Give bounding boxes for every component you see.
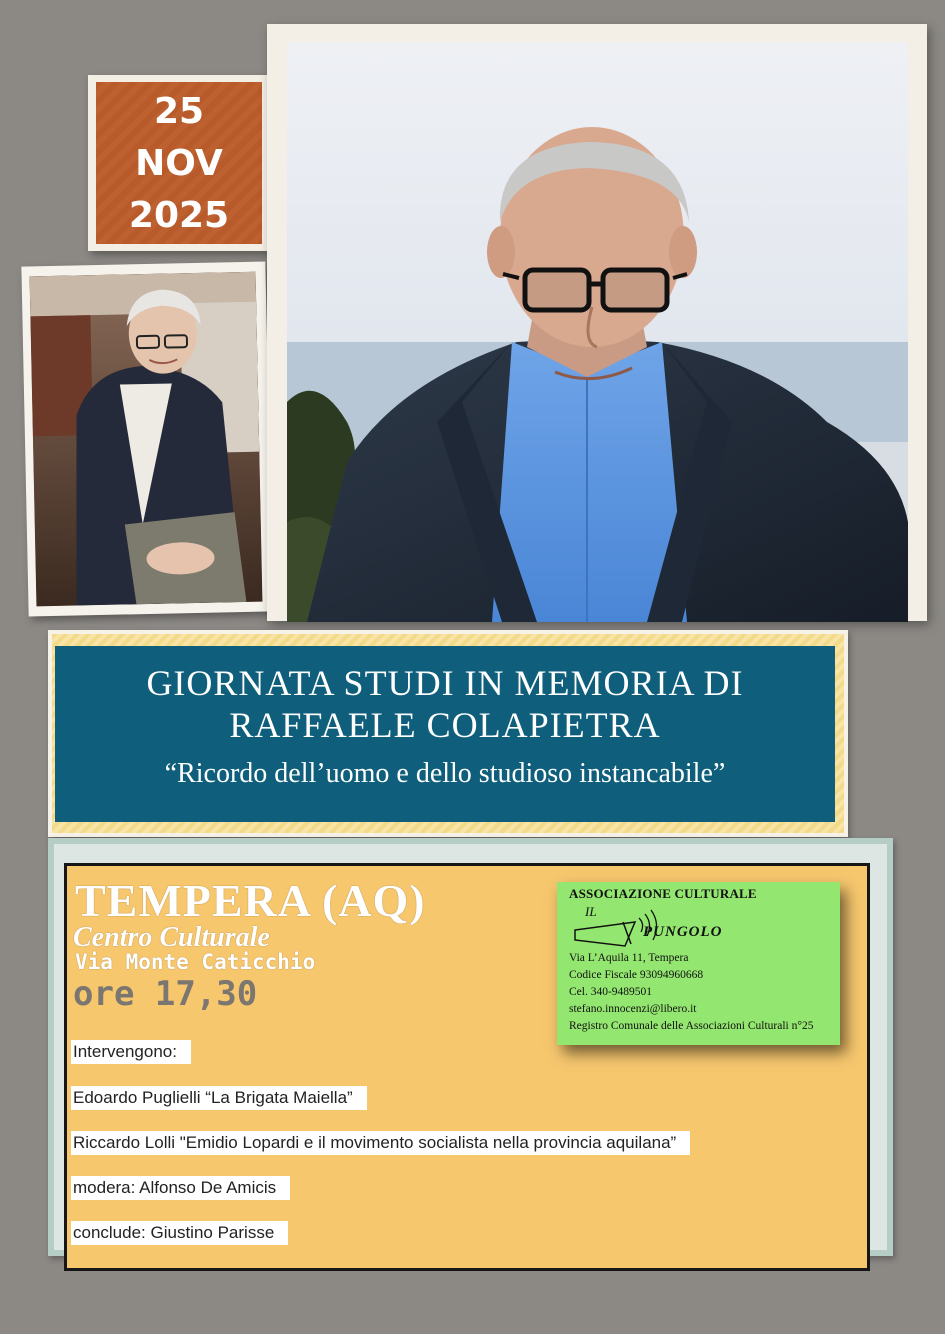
program-line-4: modera: Alfonso De Amicis [71,1176,290,1200]
association-name: PUNGOLO [643,924,723,940]
program-line-1: Intervengono: [71,1040,191,1064]
date-year: 2025 [128,195,230,236]
date-badge [96,82,262,244]
event-street: Via Monte Caticchio [75,950,316,974]
title-line-1: GIORNATA STUDI IN MEMORIA DI [146,663,744,703]
association-email: stefano.innocenzi@libero.it [569,1003,697,1015]
date-card [88,75,270,251]
program-line-5: conclude: Giustino Parisse [71,1221,288,1245]
association-fiscal-code: Codice Fiscale 93094960668 [569,969,704,981]
association-registry: Registro Comunale delle Associazioni Culturali n°25 [569,1020,814,1032]
event-time: ore 17,30 [73,974,258,1014]
title-line-2: RAFFAELE COLAPIETRA [229,705,661,745]
association-il: IL [585,904,597,919]
event-venue: Centro Culturale [73,922,270,953]
date-day: 25 [153,91,205,132]
small-portrait-frame [21,261,272,616]
association-address: Via L’Aquila 11, Tempera [569,952,689,964]
event-place: TEMPERA (AQ) [75,875,426,926]
date-month: NOV [135,143,223,184]
main-portrait-photo [287,42,908,622]
title-box [55,646,835,822]
small-portrait-photo [30,272,263,607]
program-line-3: Riccardo Lolli "Emidio Lopardi e il movimento socialista nella provincia aquilana” [71,1131,690,1155]
association-phone: Cel. 340-9489501 [569,986,653,998]
association-header: ASSOCIAZIONE CULTURALE [569,886,757,901]
title-panel [48,630,848,837]
association-details [569,950,813,1035]
association-card [557,882,840,1045]
main-portrait-frame [267,24,927,621]
title-subtitle: “Ricordo dell’uomo e dello studioso instancabile” [164,758,726,789]
program-line-2: Edoardo Puglielli “La Brigata Maiella” [71,1086,367,1110]
